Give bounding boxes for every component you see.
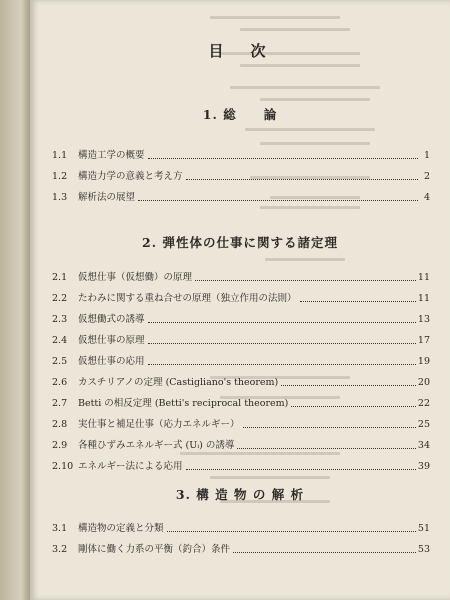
- page-number: 20: [417, 377, 430, 388]
- dot-leader: [243, 427, 416, 428]
- section-number: 2.8: [52, 419, 68, 430]
- page-number: 11: [417, 272, 430, 283]
- toc-entry[interactable]: [52, 292, 430, 306]
- toc-entry[interactable]: [52, 355, 430, 369]
- dot-leader: [148, 158, 418, 159]
- section-number: 1.1: [52, 150, 68, 161]
- section-title: 各種ひずみエネルギー式 (Uᵢ) の誘導: [78, 440, 235, 451]
- section-number: 2.6: [52, 377, 68, 388]
- page-number: 51: [417, 523, 430, 534]
- section-title: 剛体に働く力系の平衡（釣合）条件: [78, 544, 231, 555]
- section-number: 1.2: [52, 171, 68, 182]
- dot-leader: [148, 343, 416, 344]
- section-title: 構造物の定義と分類: [78, 523, 164, 534]
- page-number: 53: [417, 544, 430, 555]
- section-number: 2.9: [52, 440, 68, 451]
- dot-leader: [281, 385, 416, 386]
- section-number: 2.10: [52, 461, 74, 472]
- toc-entry[interactable]: [52, 439, 430, 453]
- toc-entry[interactable]: [52, 397, 430, 411]
- toc-entry[interactable]: [52, 170, 430, 184]
- section-title: 仮想仕事（仮想働）の原理: [78, 272, 193, 283]
- dot-leader: [148, 322, 416, 323]
- chapter-heading: 3. 構 造 物 の 解 析: [175, 487, 305, 502]
- toc-entry[interactable]: [52, 376, 430, 390]
- section-title: 構造力学の意義と考え方: [78, 171, 183, 182]
- page-number: 34: [417, 440, 430, 451]
- section-number: 2.5: [52, 356, 68, 367]
- dot-leader: [300, 301, 416, 302]
- dot-leader: [186, 179, 418, 180]
- dot-leader: [195, 280, 416, 281]
- toc-entry[interactable]: [52, 418, 430, 432]
- section-title: 解析法の展望: [78, 192, 136, 203]
- toc-entry[interactable]: [52, 460, 430, 474]
- toc-entry[interactable]: [52, 334, 430, 348]
- section-number: 3.1: [52, 523, 68, 534]
- section-number: 2.2: [52, 293, 68, 304]
- adjacent-page-edge: [0, 0, 30, 600]
- page-number: 1: [423, 150, 430, 161]
- dot-leader: [237, 448, 416, 449]
- section-number: 1.3: [52, 192, 68, 203]
- section-title: 仮想仕事の原理: [78, 335, 145, 346]
- dot-leader: [148, 364, 416, 365]
- section-number: 2.7: [52, 398, 68, 409]
- dot-leader: [167, 531, 416, 532]
- section-number: 2.4: [52, 335, 68, 346]
- section-title: 仮想働式の誘導: [78, 314, 145, 325]
- section-number: 3.2: [52, 544, 68, 555]
- section-title: 仮想仕事の応用: [78, 356, 145, 367]
- chapter-heading: 1. 総 論: [202, 107, 278, 122]
- page-number: 17: [417, 335, 430, 346]
- dot-leader: [233, 552, 416, 553]
- chapter-heading: 2. 弾性体の仕事に関する諸定理: [142, 235, 338, 250]
- section-title: 構造工学の概要: [78, 150, 145, 161]
- section-number: 2.3: [52, 314, 68, 325]
- section-title: カスチリアノの定理 (Castigliano's theorem): [78, 377, 279, 388]
- section-number: 2.1: [52, 272, 68, 283]
- page-number: 4: [423, 192, 430, 203]
- dot-leader: [291, 406, 416, 407]
- toc-entry[interactable]: [52, 191, 430, 205]
- toc-title: 目 次: [208, 42, 272, 60]
- page-number: 39: [417, 461, 430, 472]
- page-number: 25: [417, 419, 430, 430]
- toc-page: [30, 0, 450, 600]
- page-number: 13: [417, 314, 430, 325]
- section-title: たわみに関する重ね合せの原理（独立作用の法則）: [78, 293, 297, 304]
- toc-entry[interactable]: [52, 149, 430, 163]
- toc-entry[interactable]: [52, 522, 430, 536]
- dot-leader: [186, 469, 416, 470]
- dot-leader: [138, 200, 418, 201]
- page-number: 19: [417, 356, 430, 367]
- toc-entry[interactable]: [52, 271, 430, 285]
- page-number: 11: [417, 293, 430, 304]
- section-title: Betti の相反定理 (Betti's reciprocal theorem): [78, 398, 289, 409]
- section-title: 実仕事と補足仕事（応力エネルギー）: [78, 419, 240, 430]
- page-number: 2: [423, 171, 430, 182]
- toc-entry[interactable]: [52, 543, 430, 557]
- toc-entry[interactable]: [52, 313, 430, 327]
- section-title: エネルギー法による応用: [78, 461, 183, 472]
- page-number: 22: [417, 398, 430, 409]
